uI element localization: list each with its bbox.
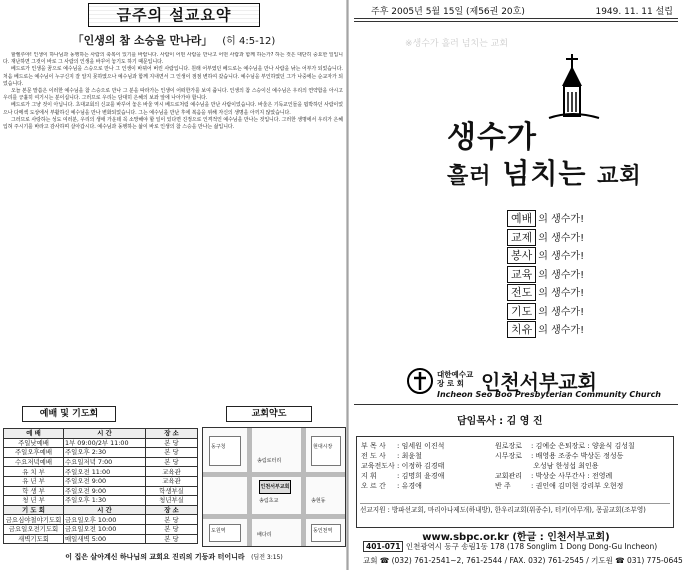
table-cell: 주일오후 2:30 — [64, 448, 146, 458]
list-item — [507, 229, 647, 248]
divider — [354, 21, 678, 22]
list-item-keyword: 교육 — [507, 266, 536, 283]
staff-role: 지 휘 — [361, 472, 377, 480]
sermon-scripture: (히 4:5-12) — [222, 36, 276, 47]
zip-code: 401-071 — [363, 541, 403, 552]
staff-names: : 김예순 은퇴장로 : 양윤식 김성칠 — [531, 442, 635, 450]
table-cell: 주일오후예배 — [4, 448, 64, 458]
worship-heading: 예배 및 기도회 — [22, 406, 116, 422]
table-cell: 학생부실 — [146, 486, 198, 496]
table-header: 예 배 — [4, 429, 64, 439]
website-url[interactable]: www.sbpc.or.kr — [422, 532, 509, 543]
pastor-name: 김 영 진 — [506, 416, 543, 427]
table-row — [4, 486, 198, 496]
sermon-paragraph: 베드로가 그냥 것이 아닙니다. 초대교회의 신교를 바꾸어 놓은 바울 역시 베드로처럼 예수님을 만난 사람이었습니다. 바울은 기독교인들을 핍박하던 사람이었으나 다메섹 도상에서 부활하신 예수님을 만나 변화되었습니다. 그는 예수님을 만난 후에 복음을 위해 자신의 생명을 아끼지 않았습니다. — [3, 102, 343, 116]
list-item — [507, 247, 647, 266]
staff-role: 교육전도사 — [361, 462, 395, 470]
staff-role: 부 목 사 — [361, 442, 386, 450]
list-item — [507, 303, 647, 322]
table-cell: 금요일오전기도회 — [4, 524, 64, 534]
map-label: 송림로터리 — [257, 458, 282, 464]
church-logo-icon — [406, 367, 434, 395]
map-block — [311, 436, 341, 466]
staff-row — [361, 441, 444, 451]
list-item — [507, 266, 647, 285]
list-item-text: 의 생수가! — [538, 251, 585, 262]
church-map — [202, 427, 346, 547]
map-label: 송림초교 — [259, 498, 279, 504]
table-cell: 청 년 부 — [4, 496, 64, 506]
headline-word: 흘러 — [447, 164, 492, 189]
map-road — [247, 428, 252, 546]
staff-role: 오 르 간 — [361, 482, 386, 490]
staff-row — [495, 451, 635, 461]
staff-names: : 김명희 윤경애 — [397, 472, 445, 480]
sermon-paragraph: 그러므로 사랑하는 성도 여러분, 우리의 생애 가운데 꼭 소망해야 할 일이 있다면 진정으로 인격적인 예수님을 만나는 것입니다. 그러한 생명에서 우리가 은혜 입혀 주시기를 바라고 감사하며 살아갑시다. 예수님과 동행하는 삶이 바로 인생의 참 스승을 만나는 삶입니다. — [3, 116, 343, 131]
sermon-paragraph: 베드로가 인생을 꿈으로 예수님을 스승으로 만나 그 인생이 바뀌어 버린 사람입니다. 원래 어부였던 베드로는 예수님을 만나 사람을 낚는 어부가 되었습니다. 처음 베드로는 예수님이 누구신지 잘 알지 못하였으나 예수님과 함께 지내면서 그 인생이 점점 변하여 갔습니다. 예수님을 부인하였던 그가 나중에는 순교자가 되었습니다. — [3, 66, 343, 87]
denomination-line: 장 로 회 — [437, 379, 464, 388]
issue-info: 주후 2005년 5월 15일 (제56권 20호) — [371, 7, 525, 17]
footer-verse — [0, 552, 348, 562]
list-item-text: 의 생수가! — [538, 288, 585, 299]
table-cell: 금요일오후 10:00 — [64, 515, 146, 525]
table-cell: 유 년 부 — [4, 476, 64, 486]
staff-row — [361, 451, 444, 461]
address — [363, 541, 657, 552]
staff-names: : 박상순 사무간사 : 전영례 — [531, 472, 613, 480]
staff-row — [495, 471, 635, 481]
table-header-row — [4, 429, 198, 439]
map-road — [203, 514, 345, 519]
table-cell: 학 생 부 — [4, 486, 64, 496]
table-row — [4, 515, 198, 525]
staff-names: : 최윤철 — [397, 452, 422, 460]
staff-row — [361, 481, 444, 491]
table-cell: 청년부실 — [146, 496, 198, 506]
staff-role: 전 도 사 — [361, 452, 386, 460]
sermon-body — [3, 52, 343, 399]
table-cell: 주일오전 9:00 — [64, 476, 146, 486]
table-row — [4, 534, 198, 544]
living-water-list — [507, 210, 647, 340]
headline-word: 교회 — [597, 164, 642, 189]
denomination — [437, 370, 473, 388]
list-item — [507, 210, 647, 229]
list-item-keyword: 치유 — [507, 321, 536, 338]
table-cell: 새벽기도회 — [4, 534, 64, 544]
table-row — [4, 448, 198, 458]
faint-text: ※생수가 흘러 넘치는 교회 — [405, 39, 509, 49]
footer-verse-ref: (딤전 3:15) — [251, 554, 283, 561]
address-text: 인천광역시 동구 송림1동 178 (178 Songlim 1 Dong Dong-Gu Incheon) — [405, 542, 658, 551]
staff-role: 반 주 — [495, 482, 511, 490]
table-row — [4, 457, 198, 467]
table-header-row — [4, 505, 198, 515]
church-name: 인천서부교회 — [481, 370, 597, 394]
table-cell: 본 당 — [146, 534, 198, 544]
staff-names: : 배영용 조종수 박상돈 정성동 — [531, 452, 624, 460]
staff-row — [361, 461, 444, 471]
table-cell: 본 당 — [146, 448, 198, 458]
staff-role: 교회관리 — [495, 472, 523, 480]
list-item-keyword: 예배 — [507, 210, 536, 227]
worship-table — [3, 428, 198, 544]
sermon-title-text: 「인생의 참 소승을 만나라」 — [72, 34, 213, 47]
list-item-keyword: 교제 — [507, 229, 536, 246]
list-item-text: 의 생수가! — [538, 269, 585, 281]
table-row — [4, 496, 198, 506]
table-cell: 금요심야철야기도회 — [4, 515, 64, 525]
headline-line-2 — [447, 152, 642, 192]
staff-row — [361, 471, 444, 481]
footer-verse-text: 이 집은 살아계신 하나님의 교회요 진리의 기둥과 터이니라 — [65, 553, 245, 561]
map-church-marker: 인천서부교회 — [259, 480, 291, 494]
table-cell: 본 당 — [146, 438, 198, 448]
table-cell: 금요일오전 10:00 — [64, 524, 146, 534]
right-page — [349, 0, 683, 570]
mission-support: 선교지원 : 방파선교회, 마리아나제도(하내방), 한우리교회(위종수), 터키(아무개), 몽골교회(조부영) — [360, 503, 670, 515]
table-cell: 주일오전 9:00 — [64, 486, 146, 496]
table-cell: 교육관 — [146, 467, 198, 477]
table-cell: 수요저녁예배 — [4, 457, 64, 467]
staff-role: 원로장로 — [495, 442, 523, 450]
list-item-text: 의 생수가! — [538, 325, 585, 336]
staff-box — [356, 436, 674, 528]
list-item — [507, 321, 647, 340]
map-road — [203, 472, 345, 477]
headline-line-1: 생수가 — [447, 120, 537, 155]
table-cell: 수요일저녁 7:00 — [64, 457, 146, 467]
staff-row — [495, 481, 635, 491]
table-row — [4, 438, 198, 448]
map-block — [209, 436, 241, 466]
table-cell: 본 당 — [146, 515, 198, 525]
table-cell: 매일새벽 5:00 — [64, 534, 146, 544]
table-row — [4, 524, 198, 534]
staff-column-left — [361, 441, 444, 491]
table-cell: 본 당 — [146, 524, 198, 534]
staff-names: : 권인애 김미현 강리부 오현정 — [531, 482, 624, 490]
table-cell: 주일오후 1:30 — [64, 496, 146, 506]
staff-names: 오성남 한성섭 최인용 — [531, 462, 599, 470]
table-header: 시 간 — [64, 505, 146, 515]
sermon-paragraph: 할렐루야! 인생이 하나님과 동행하는 사람의 축복이 있기를 바랍니다. 사람이 어떤 사람을 만나고 어떤 사람과 함께 하는가? 하는 것은 대단히 중요한 일입니다. 재난하면 그것이 바로 그 사람의 인생을 바꾸어 놓기도 하기 때문입니다. — [3, 52, 343, 66]
table-cell: 주일오전 11:00 — [64, 467, 146, 477]
table-header: 장 소 — [146, 505, 198, 515]
table-row — [4, 467, 198, 477]
table-cell: 본 당 — [146, 457, 198, 467]
staff-names: : 유경애 — [397, 482, 422, 490]
website-note: (한글 : 인천서부교회) — [512, 532, 610, 543]
staff-column-right — [495, 441, 635, 491]
list-item-keyword: 전도 — [507, 284, 536, 301]
staff-role: 시무장로 — [495, 452, 523, 460]
table-header: 시 간 — [64, 429, 146, 439]
founded-date: 1949. 11. 11 설립 — [595, 7, 673, 17]
staff-names: : 임세원 이진석 — [397, 442, 445, 450]
headline-word: 넘치는 — [502, 157, 587, 190]
church-steeple-icon — [545, 52, 605, 122]
map-label: 도원역 — [211, 528, 226, 534]
list-item-text: 의 생수가! — [538, 214, 585, 225]
map-label: 현대시장 — [313, 444, 333, 450]
table-cell: 교육관 — [146, 476, 198, 486]
phone-numbers: 교회 ☎ (032) 761-2541~2, 761-2544 / FAX. 032) 761-2545 / 기도원 ☎ 031) 775-0645 — [363, 556, 683, 565]
sermon-paragraph: 오늘 본문 말씀은 이러한 예수님을 참 스승으로 만나 그 분을 따라가는 인생이 어떠한가를 보여 줍니다. 인생의 참 스승이신 예수님은 우리의 연약함을 아시고 우리를 긍휼히 여기시는 분이십니다. 그러므로 우리는 담대히 은혜의 보좌 앞에 나아가야 합니다. — [3, 88, 343, 102]
table-cell: 1부 09:00/2부 11:00 — [64, 438, 146, 448]
map-heading: 교회약도 — [226, 406, 312, 422]
list-item-keyword: 기도 — [507, 303, 536, 320]
sermon-section-title: 금주의 설교요약 — [88, 3, 260, 27]
list-item-text: 의 생수가! — [538, 232, 585, 244]
map-label: 송현동 — [311, 498, 326, 504]
pastor-label: 담임목사 : — [457, 416, 504, 427]
table-header: 기 도 회 — [4, 505, 64, 515]
table-header: 장 소 — [146, 429, 198, 439]
divider — [354, 18, 678, 19]
map-road — [301, 428, 306, 546]
map-label: 동인천역 — [313, 528, 333, 534]
list-item — [507, 284, 647, 303]
sermon-title — [0, 34, 348, 49]
list-item-keyword: 봉사 — [507, 247, 536, 264]
map-label: 배다리 — [257, 532, 272, 538]
table-cell: 주일낮예배 — [4, 438, 64, 448]
staff-row — [495, 461, 635, 471]
table-cell: 유 치 부 — [4, 467, 64, 477]
denomination-line: 대한예수교 — [437, 370, 474, 379]
staff-row — [495, 441, 635, 451]
list-item-text: 의 생수가! — [538, 306, 585, 318]
map-label: 동구청 — [211, 444, 226, 450]
pastor — [457, 412, 543, 427]
staff-names: : 이정하 김경태 — [397, 462, 445, 470]
church-english-name: Incheon Seo Boo Presbyterian Community Church — [437, 390, 662, 399]
table-row — [4, 476, 198, 486]
divider — [354, 404, 678, 405]
